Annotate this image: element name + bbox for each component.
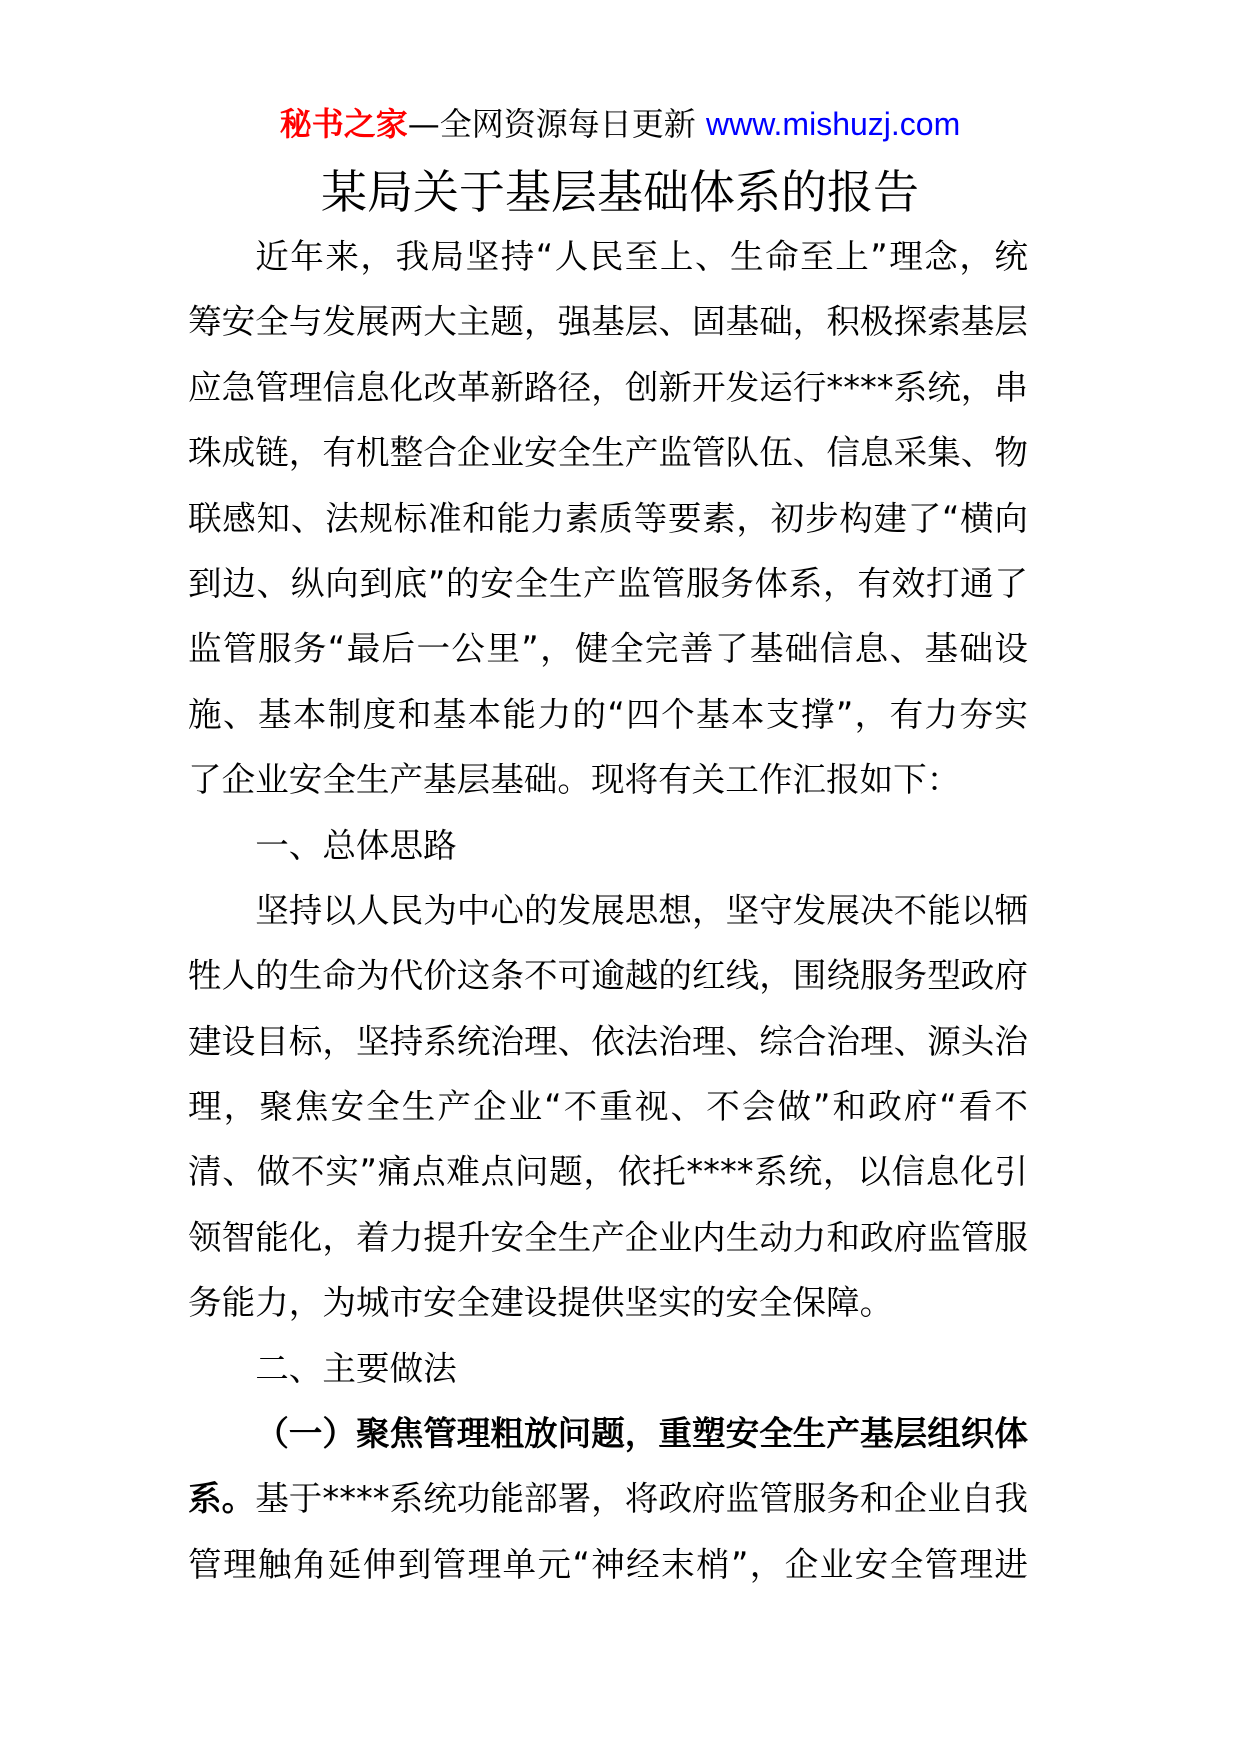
- body-text: 基于****系统功能部署，将政府监管服务和企业自我: [255, 1479, 1028, 1519]
- text-line: [188, 1466, 1028, 1531]
- document-body: [188, 224, 1028, 1597]
- bold-heading-text: （一）聚焦管理粗放问题，重塑安全生产基层组织体: [255, 1414, 1028, 1454]
- text-line: 监管服务“最后一公里”，健全完善了基础信息、基础设: [188, 629, 1028, 669]
- text-line: 到边、纵向到底”的安全生产监管服务体系，有效打通了: [188, 563, 1028, 603]
- site-url-link[interactable]: www.mishuzj.com: [705, 106, 961, 142]
- text-line: 了企业安全生产基层基础。现将有关工作汇报如下：: [188, 760, 961, 800]
- document-title: 某局关于基层基础体系的报告: [321, 165, 919, 219]
- text-line: 联感知、法规标准和能力素质等要素，初步构建了“横向: [188, 498, 1028, 538]
- text-line: 筹安全与发展两大主题，强基层、固基础，积极探索基层: [188, 302, 1028, 342]
- text-line: 清、做不实”痛点难点问题，依托****系统，以信息化引: [188, 1152, 1028, 1192]
- text-line: 领智能化，着力提升安全生产企业内生动力和政府监管服: [188, 1217, 1028, 1257]
- paragraph: [188, 878, 1028, 1336]
- text-line: 理，聚焦安全生产企业“不重视、不会做”和政府“看不: [188, 1087, 1028, 1127]
- text-line: 坚持以人民为中心的发展思想，坚守发展决不能以牺: [255, 890, 1028, 930]
- text-line: 应急管理信息化改革新路径，创新开发运行****系统，串: [188, 367, 1028, 407]
- paragraph: [188, 224, 1028, 813]
- text-line: 珠成链，有机整合企业安全生产监管队伍、信息采集、物: [188, 433, 1028, 473]
- brand-name: 秘书之家: [279, 105, 408, 143]
- text-line: 务能力，为城市安全建设提供坚实的安全保障。: [188, 1283, 894, 1323]
- paragraph: [188, 1401, 1028, 1597]
- text-line: 施、基本制度和基本能力的“四个基本支撑”，有力夯实: [188, 694, 1028, 734]
- bold-heading-text: 系。: [188, 1479, 256, 1519]
- section-heading: 一、总体思路: [255, 825, 457, 865]
- text-line: 牲人的生命为代价这条不可逾越的红线，围绕服务型政府: [188, 956, 1028, 996]
- text-line: 建设目标，坚持系统治理、依法治理、综合治理、源头治: [188, 1021, 1028, 1061]
- header-tagline: —全网资源每日更新: [407, 105, 696, 143]
- site-header: [0, 102, 1240, 146]
- section-heading: 二、主要做法: [255, 1348, 457, 1388]
- text-line: 近年来，我局坚持“人民至上、生命至上”理念，统: [255, 237, 1028, 276]
- text-line: [188, 1401, 1028, 1466]
- text-line: 管理触角延伸到管理单元“神经末梢”，企业安全管理进: [188, 1544, 1028, 1584]
